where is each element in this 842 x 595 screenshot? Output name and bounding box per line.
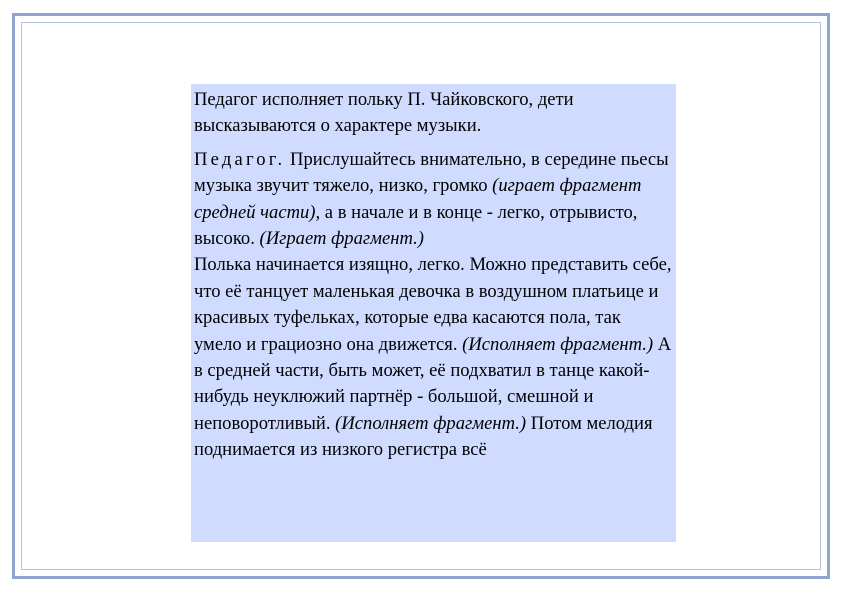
- story-paragraph: [194, 252, 673, 463]
- story-text-3: Потом мелодия поднимается из низкого регистра всё: [194, 412, 653, 461]
- stage-remark-3: (Исполняет фрагмент.): [462, 333, 654, 355]
- story-text-2: А в средней части, быть может, её подхватил в танце какой-нибудь неуклюжий партнёр - большой, смешной и неповоротливый.: [194, 333, 672, 434]
- stage-remark-4: (Исполняет фрагмент.): [335, 412, 527, 434]
- stage-remark-1: (играет фрагмент средней части),: [194, 175, 642, 223]
- text-block: [191, 84, 676, 542]
- teacher-label: Педагог.: [194, 148, 286, 170]
- intro-paragraph: Педагог исполняет польку П. Чайковского, дети высказываются о характере музыки.: [194, 89, 574, 137]
- teacher-paragraph: [194, 147, 673, 253]
- teacher-text-2: а в начале и в конце - легко, отрывисто, высоко.: [194, 201, 638, 250]
- story-text-1: Полька начинается изящно, легко. Можно представить себе, что её танцует маленькая девочка в воздушном платьице и красивых туфельках, которые едва касаются пола, так умело и грациозно она движется.: [194, 254, 672, 355]
- stage-remark-2: (Играет фрагмент.): [259, 228, 424, 250]
- teacher-text-1: Прислушайтесь внимательно, в середине пьесы музыка звучит тяжело, низко, громко: [194, 148, 669, 197]
